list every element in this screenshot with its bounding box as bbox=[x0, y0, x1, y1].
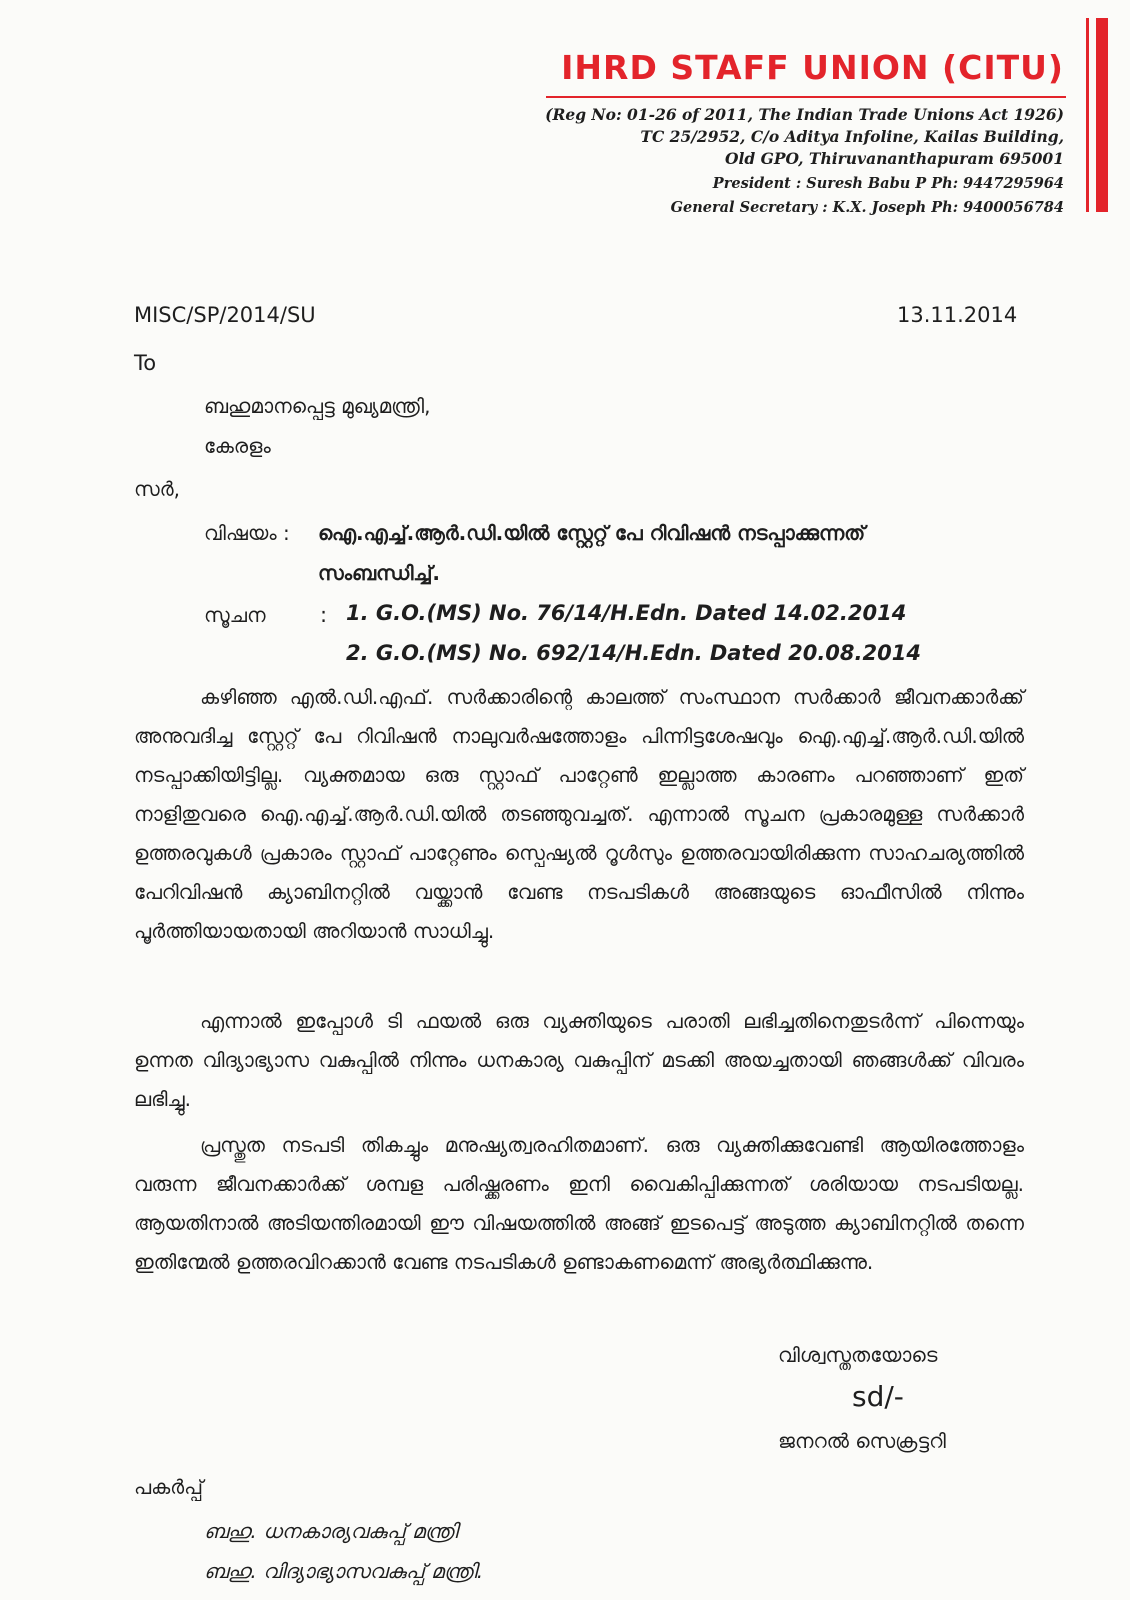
signature: sd/- bbox=[852, 1380, 904, 1413]
recipient-line-1: ബഹുമാനപ്പെട്ട മുഖ്യമന്ത്രി, bbox=[204, 394, 431, 418]
copy-item-2: ബഹു. വിദ്യാഭ്യാസവകുപ്പ് മന്ത്രി. bbox=[204, 1559, 484, 1583]
body-paragraph-2: എന്നാൽ ഇപ്പോൾ ടി ഫയൽ ഒരു വ്യക്തിയുടെ പരാതി ലഭിച്ചതിനെതുടർന്ന് പിന്നെയും ഉന്നത വിദ്യാഭ്യാസ വകുപ്പിൽ നിന്നും ധനകാര്യ വകുപ്പിന് മടക്കി അയച്ചതായി ഞങ്ങൾക്ക് വിവരം ലഭിച്ചു. bbox=[134, 1009, 1024, 1111]
copy-item-1: ബഹു. ധനകാര്യവകുപ്പ് മന്ത്രി bbox=[204, 1519, 458, 1543]
letterhead-rule bbox=[546, 96, 1066, 98]
address-line-1: TC 25/2952, C/o Aditya Infoline, Kailas Building, bbox=[640, 127, 1064, 146]
letterhead-details bbox=[504, 104, 1064, 219]
to-label: To bbox=[134, 351, 157, 375]
body-paragraph-1: കഴിഞ്ഞ എൽ.ഡി.എഫ്. സർക്കാരിന്റെ കാലത്ത് സംസ്ഥാന സർക്കാർ ജീവനക്കാർക്ക് അനുവദിച്ച സ്റ്റേറ്റ് പേ റിവിഷൻ നാലുവർഷത്തോളം പിന്നിട്ടശേഷവും ഐ.എച്ച്.ആർ.ഡി.യിൽ നടപ്പാക്കിയിട്ടില്ല. വ്യക്തമായ ഒരു സ്റ്റാഫ് പാറ്റേൺ ഇല്ലാത്ത കാരണം പറഞ്ഞാണ് ഇത് നാളിതുവരെ ഐ.എച്ച്.ആർ.ഡി.യിൽ തടഞ്ഞുവച്ചത്. എന്നാൽ സൂചന പ്രകാരമുള്ള സർക്കാർ ഉത്തരവുകൾ പ്രകാരം സ്റ്റാഫ് പാറ്റേണും സ്പെഷ്യൽ റൂൾസും ഉത്തരവായിരിക്കുന്ന സാഹചര്യത്തിൽ പേറിവിഷൻ ക്യാബിനറ്റിൽ വയ്ക്കാൻ വേണ്ട നടപടികൾ അങ്ങയുടെ ഓഫീസിൽ നിന്നും പൂർത്തിയായതായി അറിയാൻ സാധിച്ചു. bbox=[134, 685, 1024, 943]
registration-line: (Reg No: 01-26 of 2011, The Indian Trade Unions Act 1926) bbox=[545, 105, 1064, 124]
letter-date: 13.11.2014 bbox=[897, 303, 1018, 327]
copy-label: പകർപ്പ് bbox=[134, 1475, 204, 1499]
designation: ജനറൽ സെക്രട്ടറി bbox=[778, 1429, 946, 1453]
general-secretary-line: General Secretary : K.X. Joseph Ph: 9400056784 bbox=[670, 199, 1064, 216]
letterhead-accent-bar bbox=[1096, 18, 1108, 212]
salutation: സർ, bbox=[134, 477, 180, 501]
reference-separator: : bbox=[320, 603, 328, 627]
body-paragraph-3: പ്രസ്തുത നടപടി തികച്ചും മനുഷ്യത്വരഹിതമാണ്. ഒരു വ്യക്തിക്കുവേണ്ടി ആയിരത്തോളം വരുന്ന ജീവനക്കാർക്ക് ശമ്പള പരിഷ്ക്കരണം ഇനി വൈകിപ്പിക്കുന്നത് ശരിയായ നടപടിയല്ല. ആയതിനാൽ അടിയന്തിരമായി ഈ വിഷയത്തിൽ അങ്ങ് ഇടപെട്ട് അടുത്ത ക്യാബിനറ്റിൽ തന്നെ ഇതിന്മേൽ ഉത്തരവിറക്കാൻ വേണ്ട നടപടികൾ ഉണ്ടാകണമെന്ന് അഭ്യർത്ഥിക്കുന്നു. bbox=[134, 1133, 1024, 1274]
subject-label: വിഷയം : bbox=[204, 521, 290, 545]
union-name: IHRD STAFF UNION (CITU) bbox=[561, 48, 1064, 87]
reference-label: സൂചന bbox=[204, 603, 266, 627]
reference-number: MISC/SP/2014/SU bbox=[134, 303, 316, 327]
letterhead-accent-bar-thin bbox=[1086, 18, 1089, 212]
subject-line-2: സംബന്ധിച്ച്. bbox=[318, 561, 440, 585]
valediction: വിശ്വസ്തതയോടെ bbox=[778, 1343, 938, 1367]
reference-item-1: 1. G.O.(MS) No. 76/14/H.Edn. Dated 14.02.2014 bbox=[346, 601, 907, 625]
reference-item-2: 2. G.O.(MS) No. 692/14/H.Edn. Dated 20.08.2014 bbox=[346, 641, 921, 665]
address-line-2: Old GPO, Thiruvananthapuram 695001 bbox=[725, 149, 1064, 168]
president-line: President : Suresh Babu P Ph: 9447295964 bbox=[712, 175, 1064, 192]
recipient-line-2: കേരളം bbox=[204, 434, 271, 458]
subject-line-1: ഐ.എച്ച്.ആർ.ഡി.യിൽ സ്റ്റേറ്റ് പേ റിവിഷൻ നടപ്പാക്കുന്നത് bbox=[318, 521, 866, 545]
